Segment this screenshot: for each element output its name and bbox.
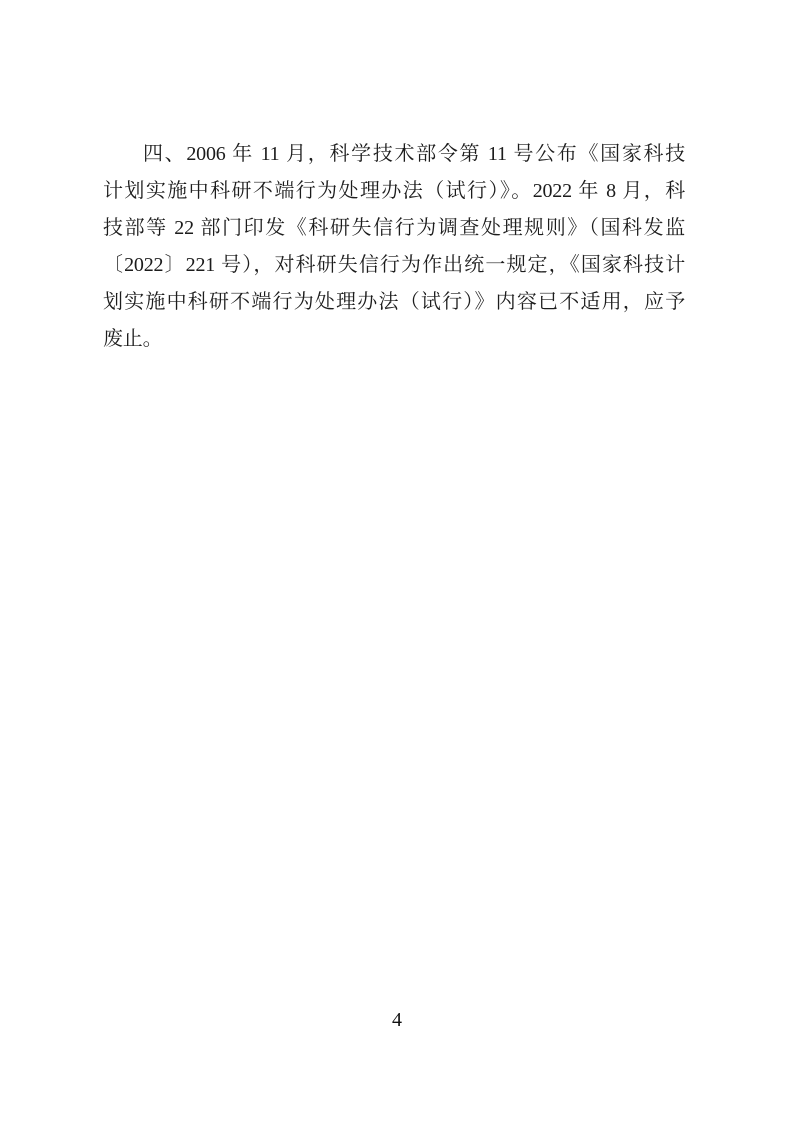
page-number: 4 bbox=[392, 1009, 402, 1031]
paragraph-line-6: 废止。 bbox=[103, 328, 163, 350]
paragraph-line-5: 划实施中科研不端行为处理办法（试行）》内容已不适用，应予 bbox=[103, 291, 685, 313]
paragraph-line-4: 〔2022〕221 号），对科研失信行为作出统一规定，《国家科技计 bbox=[103, 254, 685, 276]
paragraph-line-2: 计划实施中科研不端行为处理办法（试行）》。2022 年 8 月，科 bbox=[103, 180, 685, 202]
paragraph-line-3: 技部等 22 部门印发《科研失信行为调查处理规则》（国科发监 bbox=[103, 217, 685, 239]
body-text-paragraph bbox=[103, 136, 685, 358]
paragraph-line-1: 四、2006 年 11 月，科学技术部令第 11 号公布《国家科技 bbox=[143, 143, 685, 165]
